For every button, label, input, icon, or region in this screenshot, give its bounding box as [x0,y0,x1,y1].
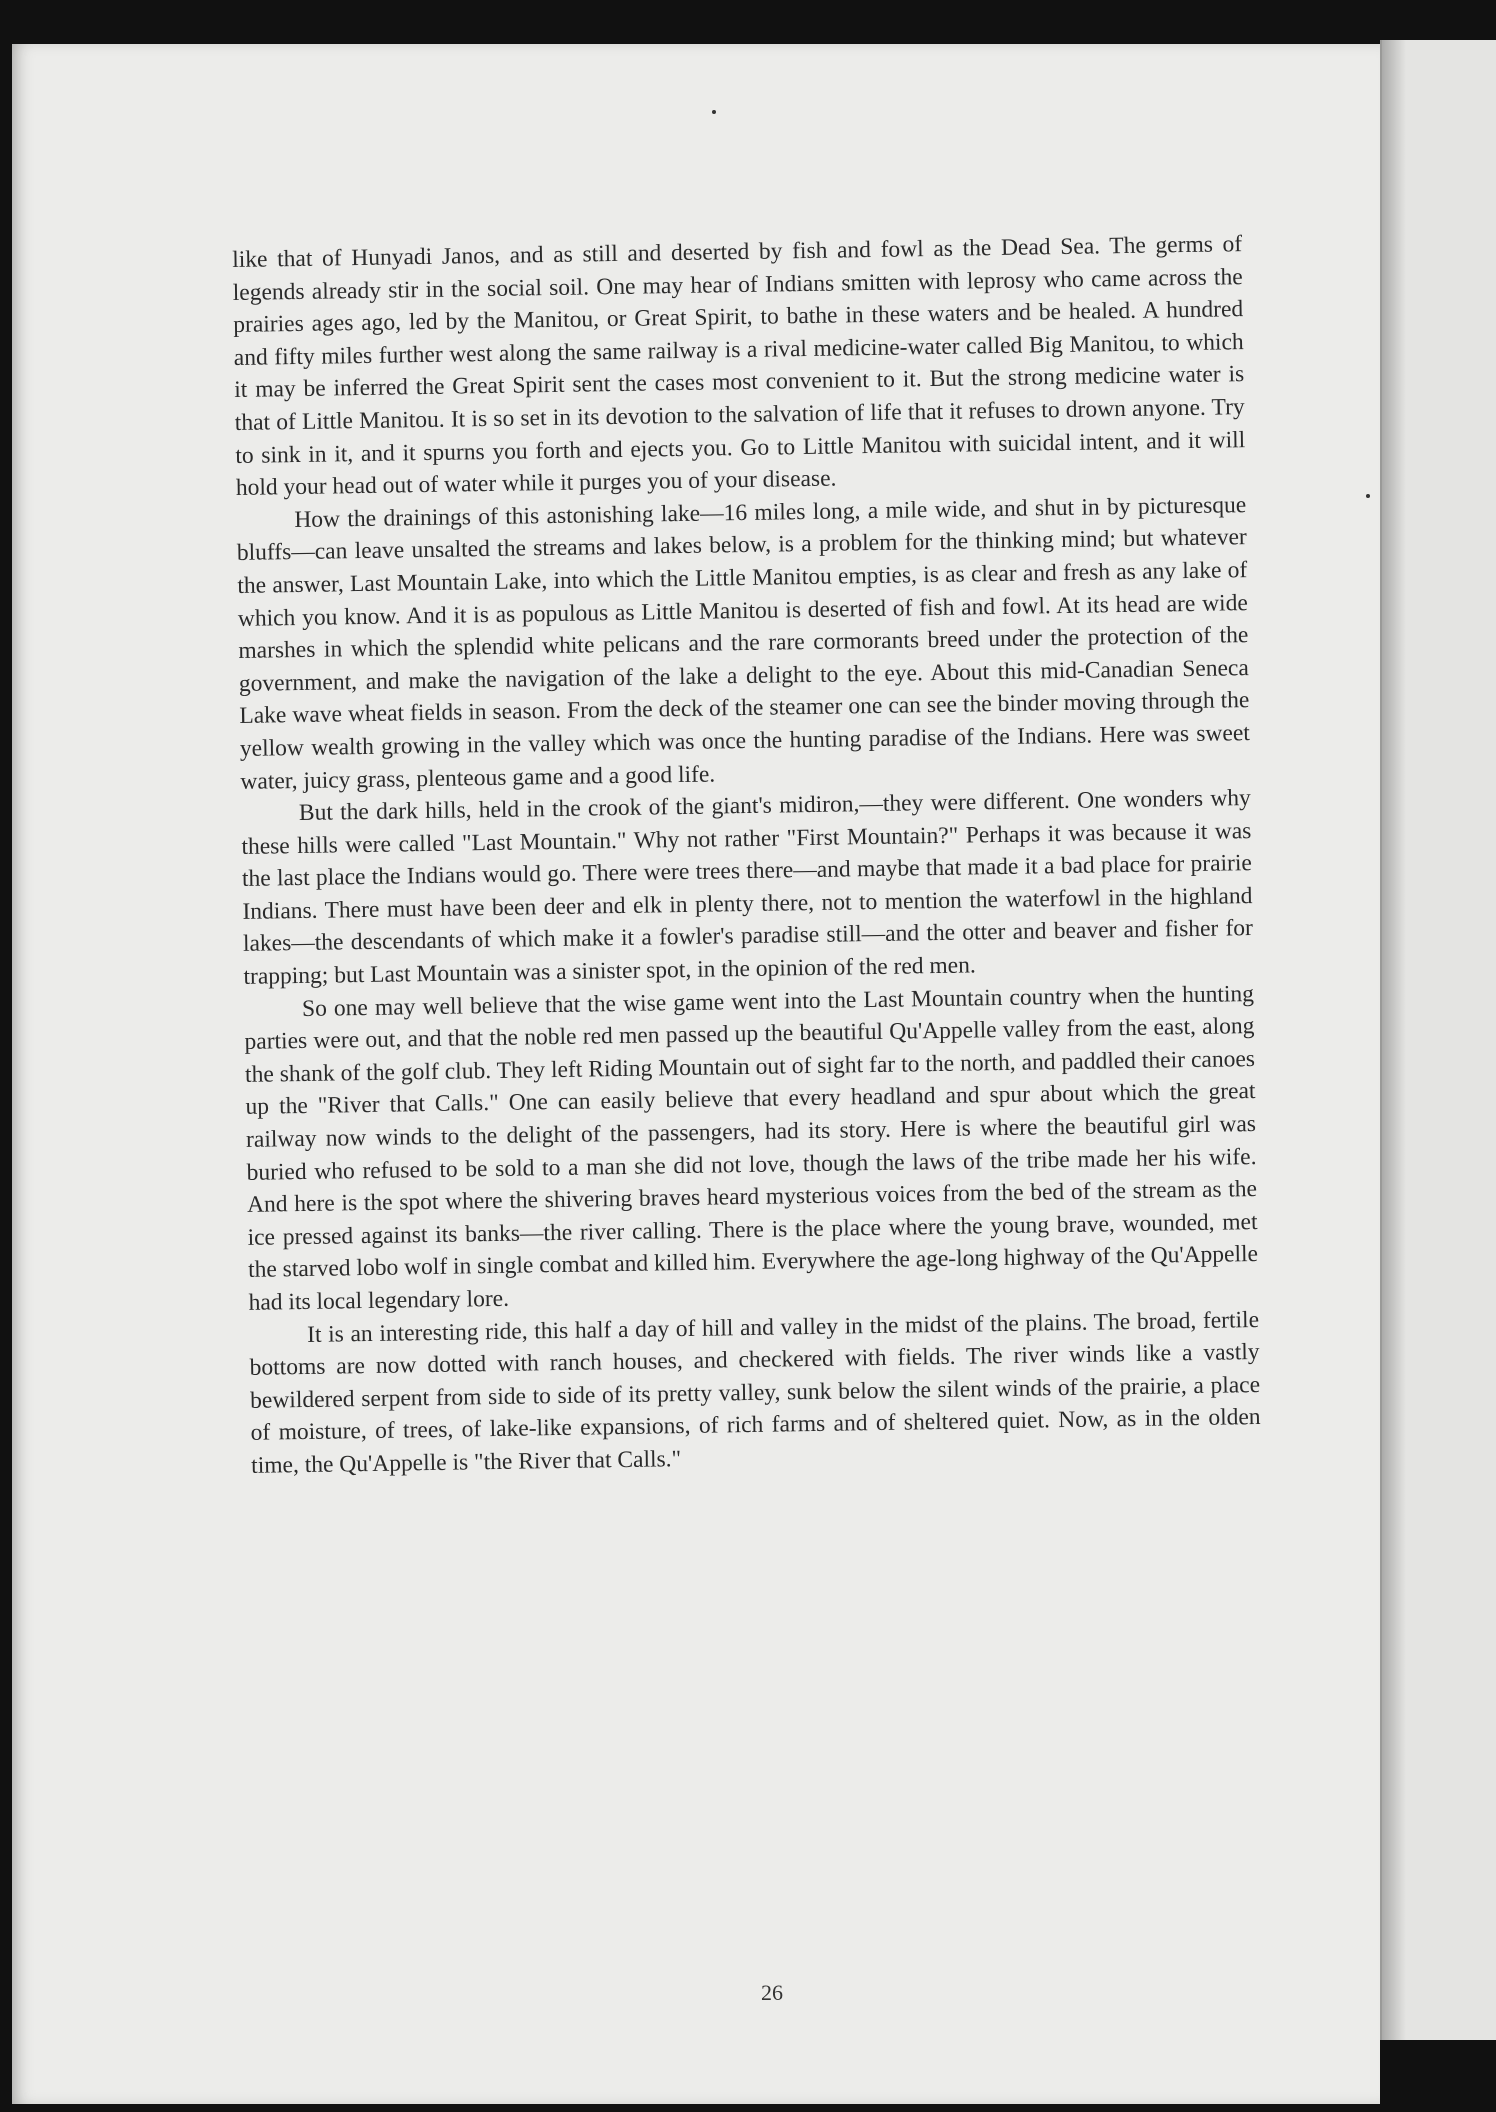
paragraph-3: But the dark hills, held in the crook of the giant's midiron,—they were different. One wonders why these hills were called "Last Mountain." Why not rather "First Mountain?" Perhaps it was because it was the last place the Indians would go. There were trees there—and maybe that made it a bad place for prairie Indians. There must have been deer and elk in plenty there, not to mention the waterfowl in the highland lakes—the descendants of which make it a fowler's paradise still—and the otter and beaver and fisher for trapping; but Last Mountain was a sinister spot, in the opinion of the red men. [241,785,1254,990]
paragraph-2: How the drainings of this astonishing lake—16 miles long, a mile wide, and shut in by picturesque bluffs—can leave unsalted the streams and lakes below, is a problem for the thinking mind; but whatever the answer, Last Mountain Lake, into which the Little Manitou empties, is as clear and fresh as any lake of which you know. And it is as populous as Little Manitou is deserted of fish and fowl. At its head are wide marshes in which the splendid white pelicans and the rare cormorants breed under the protection of the government, and make the navigation of the lake a delight to the eye. About this mid-Canadian Seneca Lake wave wheat fields in season. From the deck of the steamer one can see the binder moving through the yellow wealth growing in the valley which was once the hunting paradise of the Indians. Here was sweet water, juicy grass, plenteous game and a good life. [236,491,1251,795]
paragraph-4: So one may well believe that the wise game went into the Last Mountain country when the hunting parties were out, and that the noble red men passed up the beautiful Qu'Appelle valley from the east, along the shank of the golf club. They left Riding Mountain out of sight far to the north, and paddled their canoes up the "River that Calls." One can easily believe that every headland and spur about which the great railway now winds to the delight of the passengers, had its story. Here is where the beautiful girl was buried who refused to be sold to a man she did not love, though the laws of the tribe made her his wife. And here is the spot where the shivering braves heard mysterious voices from the bed of the stream as the ice pressed against its banks—the river calling. There is the place where the young brave, wounded, met the starved lobo wolf in single combat and killed him. Everywhere the age-long highway of the Qu'Appelle had its local legendary lore. [244,980,1259,1316]
body-text [232,228,1261,1482]
dust-speck [1366,494,1370,498]
page-number: 26 [761,1980,783,2005]
adjacent-page-edge [1380,40,1496,2040]
dust-speck [712,110,716,114]
paragraph-1: like that of Hunyadi Janos, and as still and deserted by fish and fowl as the Dead Sea. The germs of legends already stir in the social soil. One may hear of Indians smitten with leprosy who came across the prairies ages ago, led by the Manitou, or Great Spirit, to bathe in these waters and be healed. A hundred and fifty miles further west along the same railway is a rival medicine-water called Big Manitou, to which it may be inferred the Great Spirit sent the cases most convenient to it. But the strong medicine water is that of Little Manitou. It is so set in its devotion to the salvation of life that it refuses to drown anyone. Try to sink in it, and it spurns you forth and ejects you. Go to Little Manitou with suicidal intent, and it will hold your head out of water while it purges you of your disease. [232,231,1246,502]
page-gutter-shadow [1382,40,1406,2040]
paragraph-5: It is an interesting ride, this half a day of hill and valley in the midst of the plains. The broad, fertile bottoms are now dotted with ranch houses, and checkered with fields. The river winds like a vastly bewildered serpent from side to side of its pretty valley, sunk below the silent winds of the prairie, a place of moisture, of trees, of lake-like expansions, of rich farms and of sheltered quiet. Now, as in the olden time, the Qu'Appelle is "the River that Calls." [249,1306,1261,1479]
